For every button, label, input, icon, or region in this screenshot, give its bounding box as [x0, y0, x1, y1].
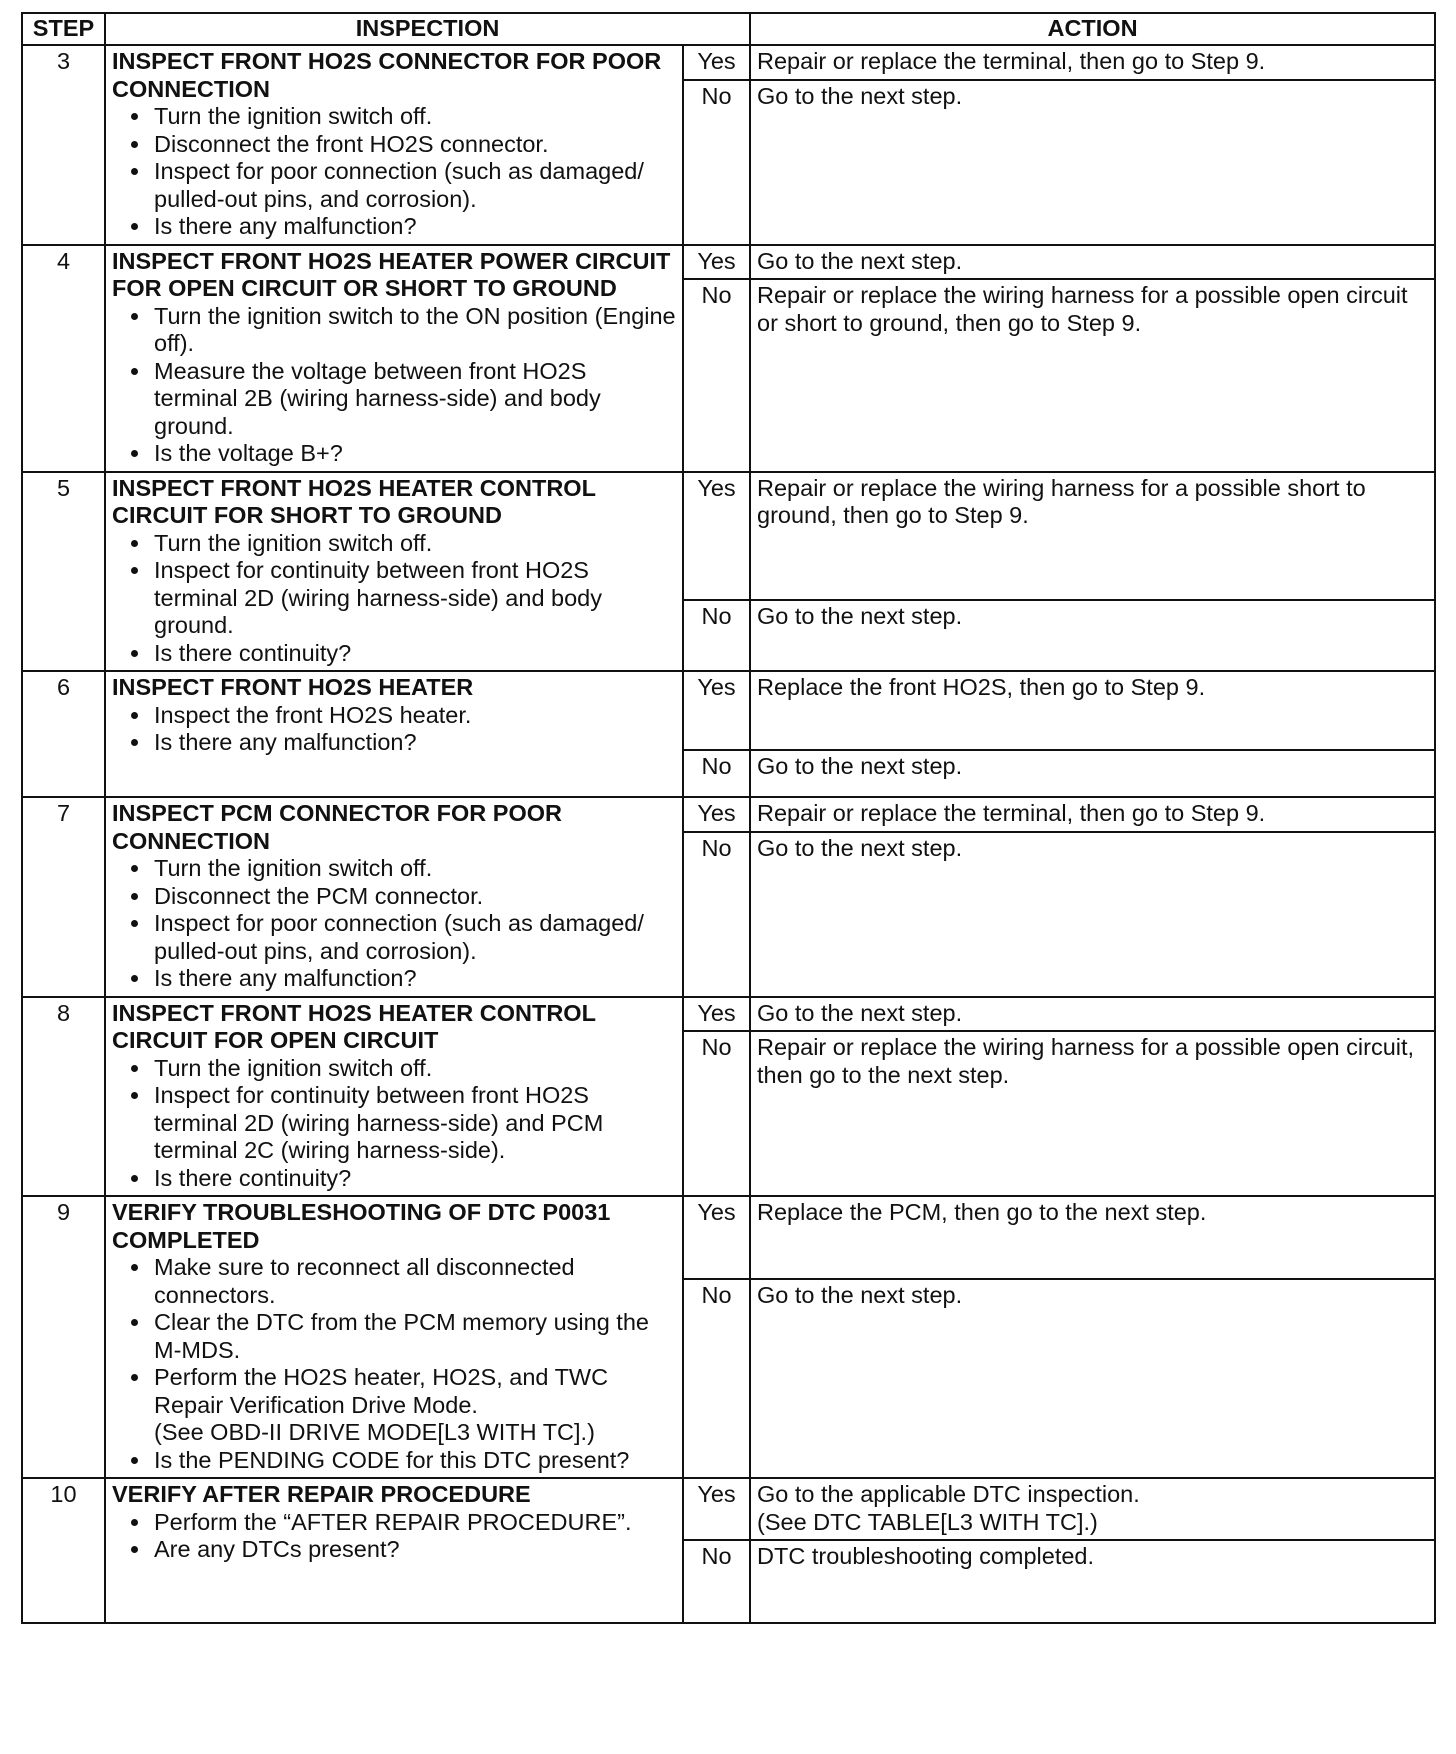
list-item: • Inspect for poor connection (such as damaged/ pulled-out pins, and corrosion). [152, 158, 676, 213]
table-row [22, 671, 1435, 750]
no-action: Go to the next step. [750, 750, 1435, 797]
yes-label: Yes [683, 245, 750, 280]
step-number: 7 [22, 797, 105, 997]
list-item: • Clear the DTC from the PCM memory using the M-MDS. [152, 1309, 676, 1364]
list-item: • Measure the voltage between front HO2S terminal 2B (wiring harness-side) and body ground. [152, 358, 676, 441]
no-action: Go to the next step. [750, 600, 1435, 671]
step-number: 5 [22, 472, 105, 672]
inspection-bullets [112, 303, 676, 468]
inspection-cell [105, 45, 683, 245]
list-item: • Turn the ignition switch off. [152, 530, 676, 558]
table-row [22, 1478, 1435, 1540]
list-item: • Is there continuity? [152, 640, 676, 668]
action-column-header: ACTION [750, 13, 1435, 45]
no-label: No [683, 80, 750, 245]
no-label: No [683, 1540, 750, 1623]
inspection-title: INSPECT FRONT HO2S HEATER POWER CIRCUIT FOR OPEN CIRCUIT OR SHORT TO GROUND [112, 247, 671, 301]
no-action: Go to the next step. [750, 832, 1435, 997]
list-item: • Are any DTCs present? [152, 1536, 676, 1564]
table-row [22, 797, 1435, 832]
inspection-cell [105, 997, 683, 1197]
yes-label: Yes [683, 797, 750, 832]
step-column-header: STEP [22, 13, 105, 45]
step-number: 9 [22, 1196, 105, 1478]
yes-action: Repair or replace the terminal, then go to Step 9. [750, 797, 1435, 832]
list-item: • Turn the ignition switch off. [152, 855, 676, 883]
step-number: 3 [22, 45, 105, 245]
inspection-title: VERIFY AFTER REPAIR PROCEDURE [112, 1481, 531, 1507]
inspection-cell [105, 797, 683, 997]
step-number: 10 [22, 1478, 105, 1623]
no-label: No [683, 750, 750, 797]
inspection-column-header: INSPECTION [105, 13, 750, 45]
list-item: • Is there any malfunction? [152, 213, 676, 241]
table-row [22, 1196, 1435, 1279]
inspection-title: INSPECT FRONT HO2S HEATER CONTROL CIRCUIT FOR SHORT TO GROUND [112, 474, 596, 528]
list-item: • Is there any malfunction? [152, 965, 676, 993]
no-action: Go to the next step. [750, 1279, 1435, 1478]
table-row [22, 45, 1435, 80]
yes-action: Go to the applicable DTC inspection. (See DTC TABLE[L3 WITH TC].) [750, 1478, 1435, 1540]
yes-label: Yes [683, 1196, 750, 1279]
inspection-title: INSPECT FRONT HO2S HEATER CONTROL CIRCUIT FOR OPEN CIRCUIT [112, 999, 596, 1053]
yes-label: Yes [683, 1478, 750, 1540]
list-item: • Perform the HO2S heater, HO2S, and TWC Repair Verification Drive Mode. (See OBD-II DRIVE MODE[L3 WITH TC].) [152, 1364, 676, 1447]
table-row [22, 997, 1435, 1032]
list-item: • Inspect the front HO2S heater. [152, 702, 676, 730]
yes-action: Replace the front HO2S, then go to Step 9. [750, 671, 1435, 750]
list-item: • Make sure to reconnect all disconnected connectors. [152, 1254, 676, 1309]
inspection-title: INSPECT FRONT HO2S HEATER [112, 674, 474, 700]
list-item: • Turn the ignition switch off. [152, 1055, 676, 1083]
inspection-bullets [112, 1055, 676, 1193]
inspection-cell [105, 245, 683, 472]
yes-action: Repair or replace the wiring harness for a possible short to ground, then go to Step 9. [750, 472, 1435, 600]
list-item: • Turn the ignition switch off. [152, 103, 676, 131]
step-number: 4 [22, 245, 105, 472]
inspection-cell [105, 1196, 683, 1478]
inspection-title: INSPECT PCM CONNECTOR FOR POOR CONNECTION [112, 800, 563, 854]
no-action: Go to the next step. [750, 80, 1435, 245]
inspection-title: VERIFY TROUBLESHOOTING OF DTC P0031 COMPLETED [112, 1199, 611, 1253]
no-action: DTC troubleshooting completed. [750, 1540, 1435, 1623]
no-action: Repair or replace the wiring harness for a possible open circuit or short to ground, then go to Step 9. [750, 279, 1435, 472]
table-row [22, 472, 1435, 600]
inspection-bullets [112, 1254, 676, 1474]
table-row [22, 245, 1435, 280]
no-action: Repair or replace the wiring harness for a possible open circuit, then go to the next step. [750, 1031, 1435, 1196]
step-number: 8 [22, 997, 105, 1197]
list-item: • Disconnect the front HO2S connector. [152, 131, 676, 159]
yes-action: Replace the PCM, then go to the next step. [750, 1196, 1435, 1279]
steps-body [22, 45, 1435, 1623]
yes-label: Yes [683, 472, 750, 600]
troubleshooting-table [21, 12, 1436, 1624]
inspection-title: INSPECT FRONT HO2S CONNECTOR FOR POOR CONNECTION [112, 48, 662, 102]
table-header-row [22, 13, 1435, 45]
list-item: • Disconnect the PCM connector. [152, 883, 676, 911]
list-item: • Is there any malfunction? [152, 729, 676, 757]
no-label: No [683, 279, 750, 472]
inspection-bullets [112, 855, 676, 993]
step-number: 6 [22, 671, 105, 797]
inspection-bullets [112, 103, 676, 241]
no-label: No [683, 832, 750, 997]
yes-action: Go to the next step. [750, 997, 1435, 1032]
yes-action: Repair or replace the terminal, then go to Step 9. [750, 45, 1435, 80]
list-item: • Is the voltage B+? [152, 440, 676, 468]
list-item: • Inspect for poor connection (such as damaged/ pulled-out pins, and corrosion). [152, 910, 676, 965]
list-item: • Inspect for continuity between front HO2S terminal 2D (wiring harness-side) and PCM terminal 2C (wiring harness-side). [152, 1082, 676, 1165]
yes-label: Yes [683, 997, 750, 1032]
yes-action: Go to the next step. [750, 245, 1435, 280]
yes-label: Yes [683, 671, 750, 750]
no-label: No [683, 1279, 750, 1478]
list-item: • Perform the “AFTER REPAIR PROCEDURE”. [152, 1509, 676, 1537]
no-label: No [683, 600, 750, 671]
list-item: • Is the PENDING CODE for this DTC present? [152, 1447, 676, 1475]
list-item: • Inspect for continuity between front HO2S terminal 2D (wiring harness-side) and body ground. [152, 557, 676, 640]
inspection-bullets [112, 530, 676, 668]
inspection-cell [105, 1478, 683, 1623]
list-item: • Is there continuity? [152, 1165, 676, 1193]
no-label: No [683, 1031, 750, 1196]
inspection-bullets [112, 702, 676, 757]
inspection-cell [105, 671, 683, 797]
list-item: • Turn the ignition switch to the ON position (Engine off). [152, 303, 676, 358]
yes-label: Yes [683, 45, 750, 80]
inspection-cell [105, 472, 683, 672]
inspection-bullets [112, 1509, 676, 1564]
